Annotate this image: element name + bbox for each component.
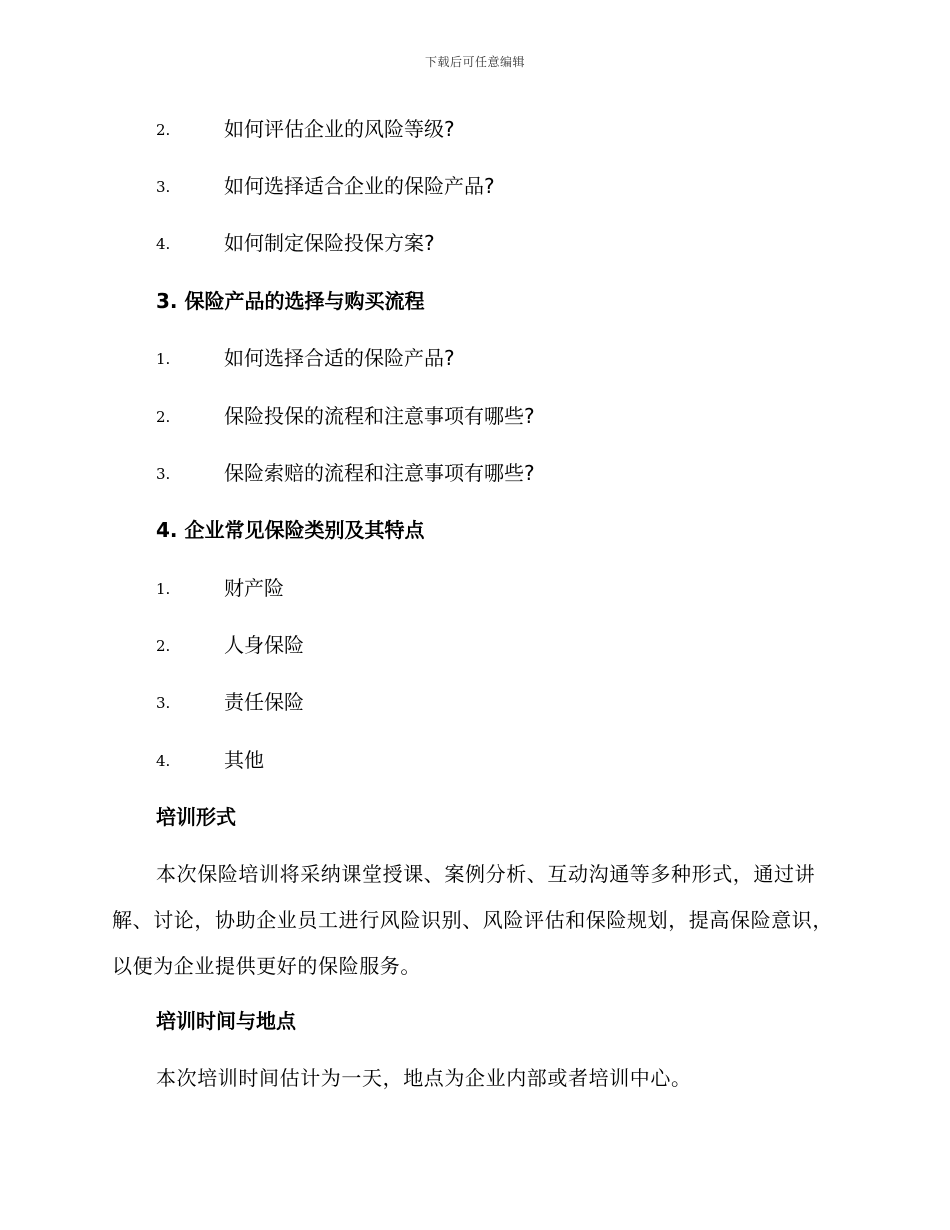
body-paragraph: 本次保险培训将采纳课堂授课、案例分析、互动沟通等多种形式，通过讲解、讨论，协助企业员工进行风险识别、风险评估和保险规划，提高保险意识，以便为企业提供更好的保险服务。	[112, 862, 833, 978]
list-text: 如何选择适合企业的保险产品?	[224, 174, 495, 198]
list-number: 3.	[156, 178, 171, 196]
list-text: 财产险	[224, 576, 284, 600]
list-text: 保险索赔的流程和注意事项有哪些?	[224, 461, 535, 485]
list-text: 其他	[224, 748, 264, 772]
list-number: 4.	[156, 235, 171, 253]
section-heading: 3. 保险产品的选择与购买流程	[156, 289, 425, 313]
list-item	[0, 630, 950, 660]
list-number: 2.	[156, 408, 171, 426]
section-heading: 培训形式	[156, 805, 236, 829]
list-item	[0, 401, 950, 431]
list-item	[0, 687, 950, 717]
list-number: 1.	[156, 350, 171, 368]
list-text: 如何评估企业的风险等级?	[224, 117, 455, 141]
body-paragraph: 本次培训时间估计为一天，地点为企业内部或者培训中心。	[156, 1066, 692, 1090]
list-item	[0, 228, 950, 258]
section-heading: 4. 企业常见保险类别及其特点	[156, 518, 425, 542]
list-number: 2.	[156, 637, 171, 655]
list-item	[0, 573, 950, 603]
list-item	[0, 343, 950, 373]
list-text: 如何制定保险投保方案?	[224, 231, 435, 255]
list-number: 3.	[156, 694, 171, 712]
list-item	[0, 745, 950, 775]
list-text: 人身保险	[224, 633, 304, 657]
list-item	[0, 458, 950, 488]
list-number: 1.	[156, 580, 171, 598]
list-item	[0, 171, 950, 201]
list-number: 4.	[156, 752, 171, 770]
list-number: 3.	[156, 465, 171, 483]
list-text: 保险投保的流程和注意事项有哪些?	[224, 404, 535, 428]
section-heading: 培训时间与地点	[156, 1009, 296, 1033]
list-number: 2.	[156, 121, 171, 139]
list-text: 如何选择合适的保险产品?	[224, 346, 455, 370]
list-text: 责任保险	[224, 690, 304, 714]
list-item	[0, 114, 950, 144]
page-header: 下载后可任意编辑	[424, 55, 525, 69]
